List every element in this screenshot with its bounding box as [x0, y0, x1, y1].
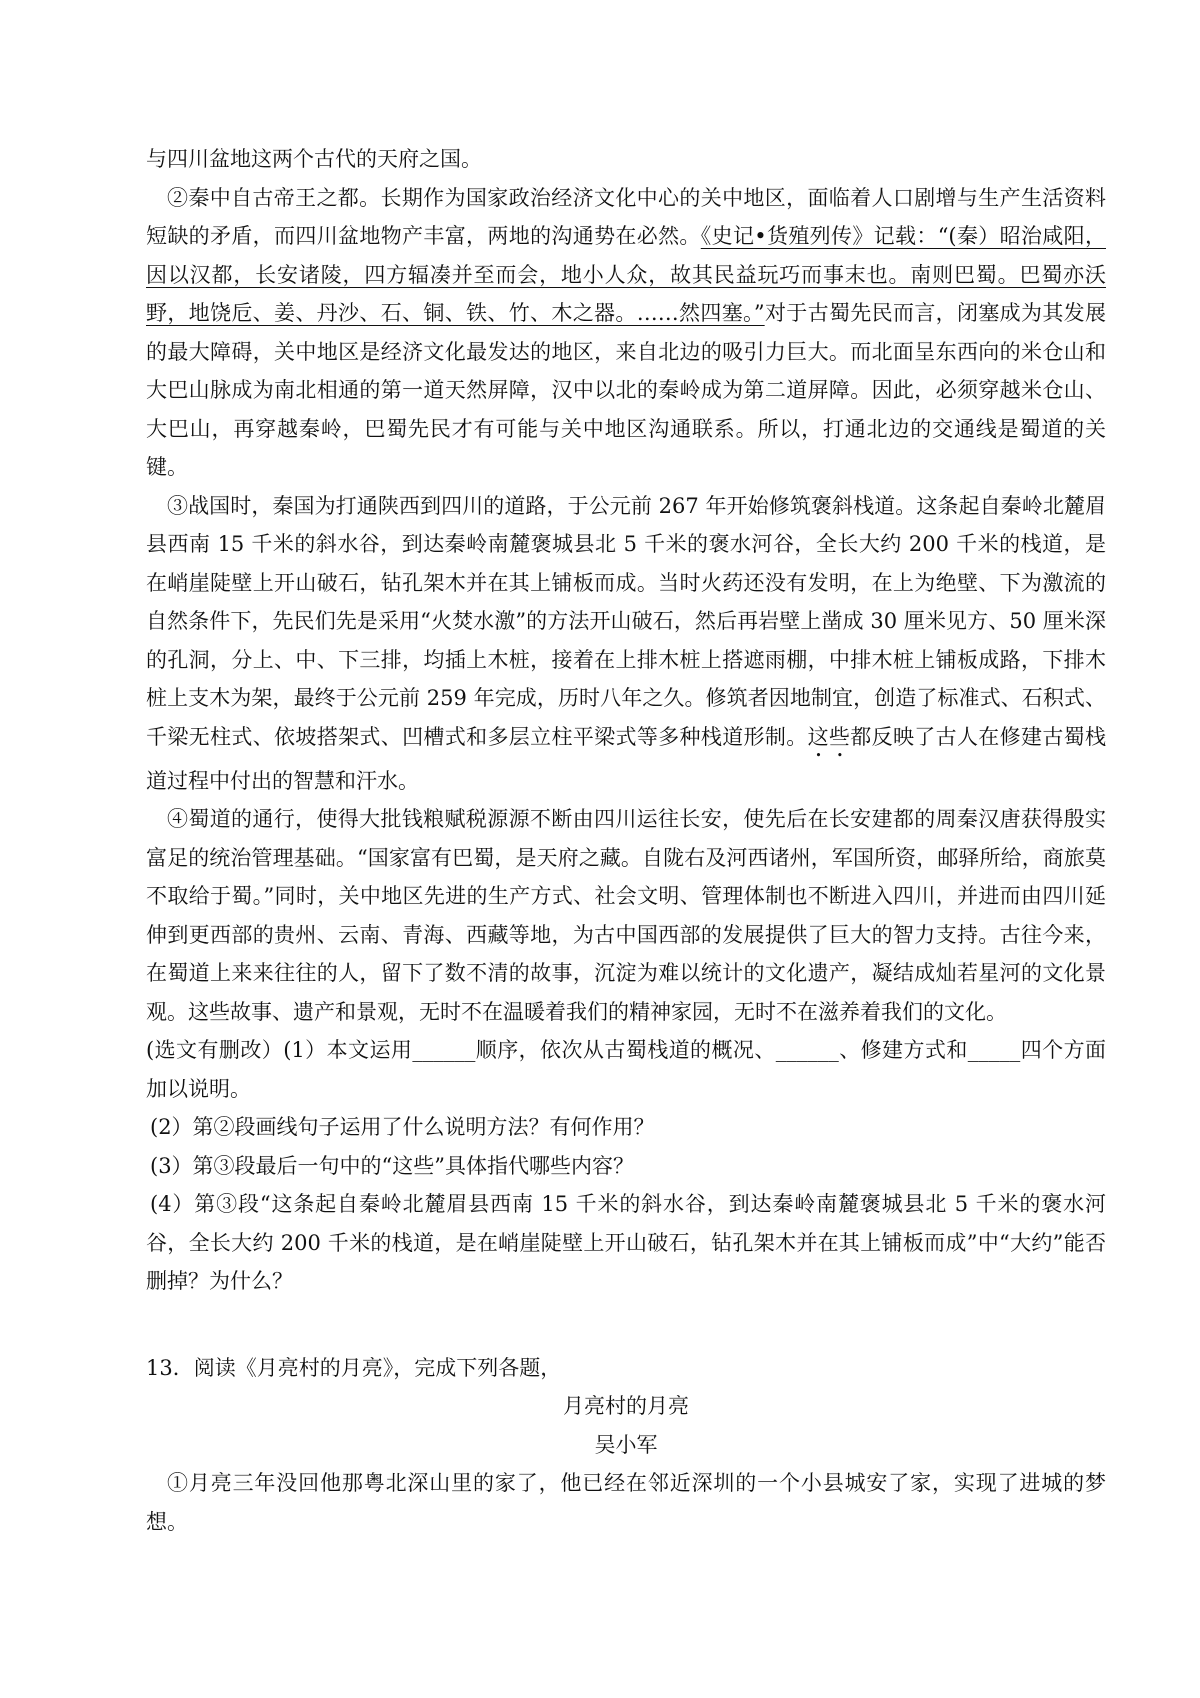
article-title: 月亮村的月亮 — [563, 1394, 689, 1418]
article-author: 吴小军 — [594, 1432, 658, 1457]
paragraph-2-text-after: 对于古蜀先民而言，闭塞成为其发展的最大障碍，关中地区是经济文化最发达的地区，来自北边的吸引力巨大。而北面呈东西向的米仓山和大巴山脉成为南北相通的第一道天然屏障，汉中以北的秦岭成为第二道屏障。因此，必须穿越米仓山、大巴山，再穿越秦岭，巴蜀先民才有可能与关中地区沟通联系。所以，打通北边的交通线是蜀道的关键。 — [146, 301, 1107, 479]
question-13-prompt: 13．阅读《月亮村的月亮》，完成下列各题， — [146, 1355, 562, 1380]
paragraph-2-underlined-quote: 《史记•货殖列传》记载：“(秦）昭治咸阳，因以汉都，长安诸陵，四方辐凑并至而会，地小人众，故其民益玩巧而事末也。南则巴蜀。巴蜀亦沃野，地饶卮、姜、丹沙、石、铜、铁、竹、木之器。……然四塞。” — [146, 224, 1106, 325]
question-1: (选文有删改）(1）本文运用______顺序，依次从古蜀栈道的概况、______、修建方式和_____四个方面加以说明。 — [146, 1038, 1106, 1101]
paragraph-3-text-after: 都反映了古人在修建古蜀栈道过程中付出的智慧和汗水。 — [146, 724, 1107, 793]
passage-intro-tail: 与四川盆地这两个古代的天府之国。 — [146, 147, 482, 171]
section-spacer — [146, 1301, 1106, 1349]
question-2: (2）第②段画线句子运用了什么说明方法？有何作用？ — [150, 1115, 655, 1139]
document-content — [146, 140, 1106, 1541]
question-4: (4）第③段“这条起自秦岭北麓眉县西南 15 千米的斜水谷，到达秦岭南麓褒城县北 5 千米的褒水河谷，全长大约 200 千米的栈道，是在峭崖陡壁上开山破石，钻孔架木并在其上铺板而成”中“大约”能否删掉？为什么？ — [146, 1192, 1106, 1293]
paragraph-3-text-before: ③战国时，秦国为打通陕西到四川的道路，于公元前 267 年开始修筑褒斜栈道。这条起自秦岭北麓眉县西南 15 千米的斜水谷，到达秦岭南麓褒城县北 5 千米的褒水河谷，全长大约 200 千米的栈道，是在峭崖陡壁上开山破石，钻孔架木并在其上铺板而成。当时火药还没有发明，在上为绝壁、下为激流的自然条件下，先民们先是采用“火焚水激”的方法开山破石，然后再岩壁上凿成 30 厘米见方、50 厘米深的孔洞，分上、中、下三排，均插上木桩，接着在上排木桩上搭遮雨棚，中排木桩上铺板成路，下排木桩上支木为架，最终于公元前 259 年完成，历时八年之久。修筑者因地制宜，创造了标准式、石积式、千梁无柱式、依坡搭架式、凹槽式和多层立柱平梁式等多种栈道形制。 — [146, 493, 1106, 749]
paragraph-3-emphasized-word: 这些 — [807, 724, 851, 749]
article-paragraph-1: ①月亮三年没回他那粤北深山里的家了，他已经在邻近深圳的一个小县城安了家，实现了进城的梦想。 — [146, 1471, 1106, 1534]
paragraph-2-text-before: ②秦中自古帝王之都。长期作为国家政治经济文化中心的关中地区，面临着人口剧增与生产生活资料短缺的矛盾，而四川盆地物产丰富，两地的沟通势在必然。 — [146, 185, 1106, 248]
paragraph-3 — [146, 487, 1106, 801]
paragraph-4: ④蜀道的通行，使得大批钱粮赋税源源不断由四川运往长安，使先后在长安建都的周秦汉唐获得殷实富足的统治管理基础。“国家富有巴蜀，是天府之藏。自陇右及河西诸州，军国所资，邮驿所给，商旅莫不取给于蜀。”同时，关中地区先进的生产方式、社会文明、管理体制也不断进入四川，并进而由四川延伸到更西部的贵州、云南、青海、西藏等地，为古中国西部的发展提供了巨大的智力支持。古往今来，在蜀道上来来往往的人，留下了数不清的故事，沉淀为难以统计的文化遗产，凝结成灿若星河的文化景观。这些故事、遗产和景观，无时不在温暖着我们的精神家园，无时不在滋养着我们的文化。 — [146, 807, 1106, 1024]
question-3: (3）第③段最后一句中的“这些”具体指代哪些内容？ — [150, 1153, 635, 1178]
paragraph-2 — [146, 179, 1106, 487]
